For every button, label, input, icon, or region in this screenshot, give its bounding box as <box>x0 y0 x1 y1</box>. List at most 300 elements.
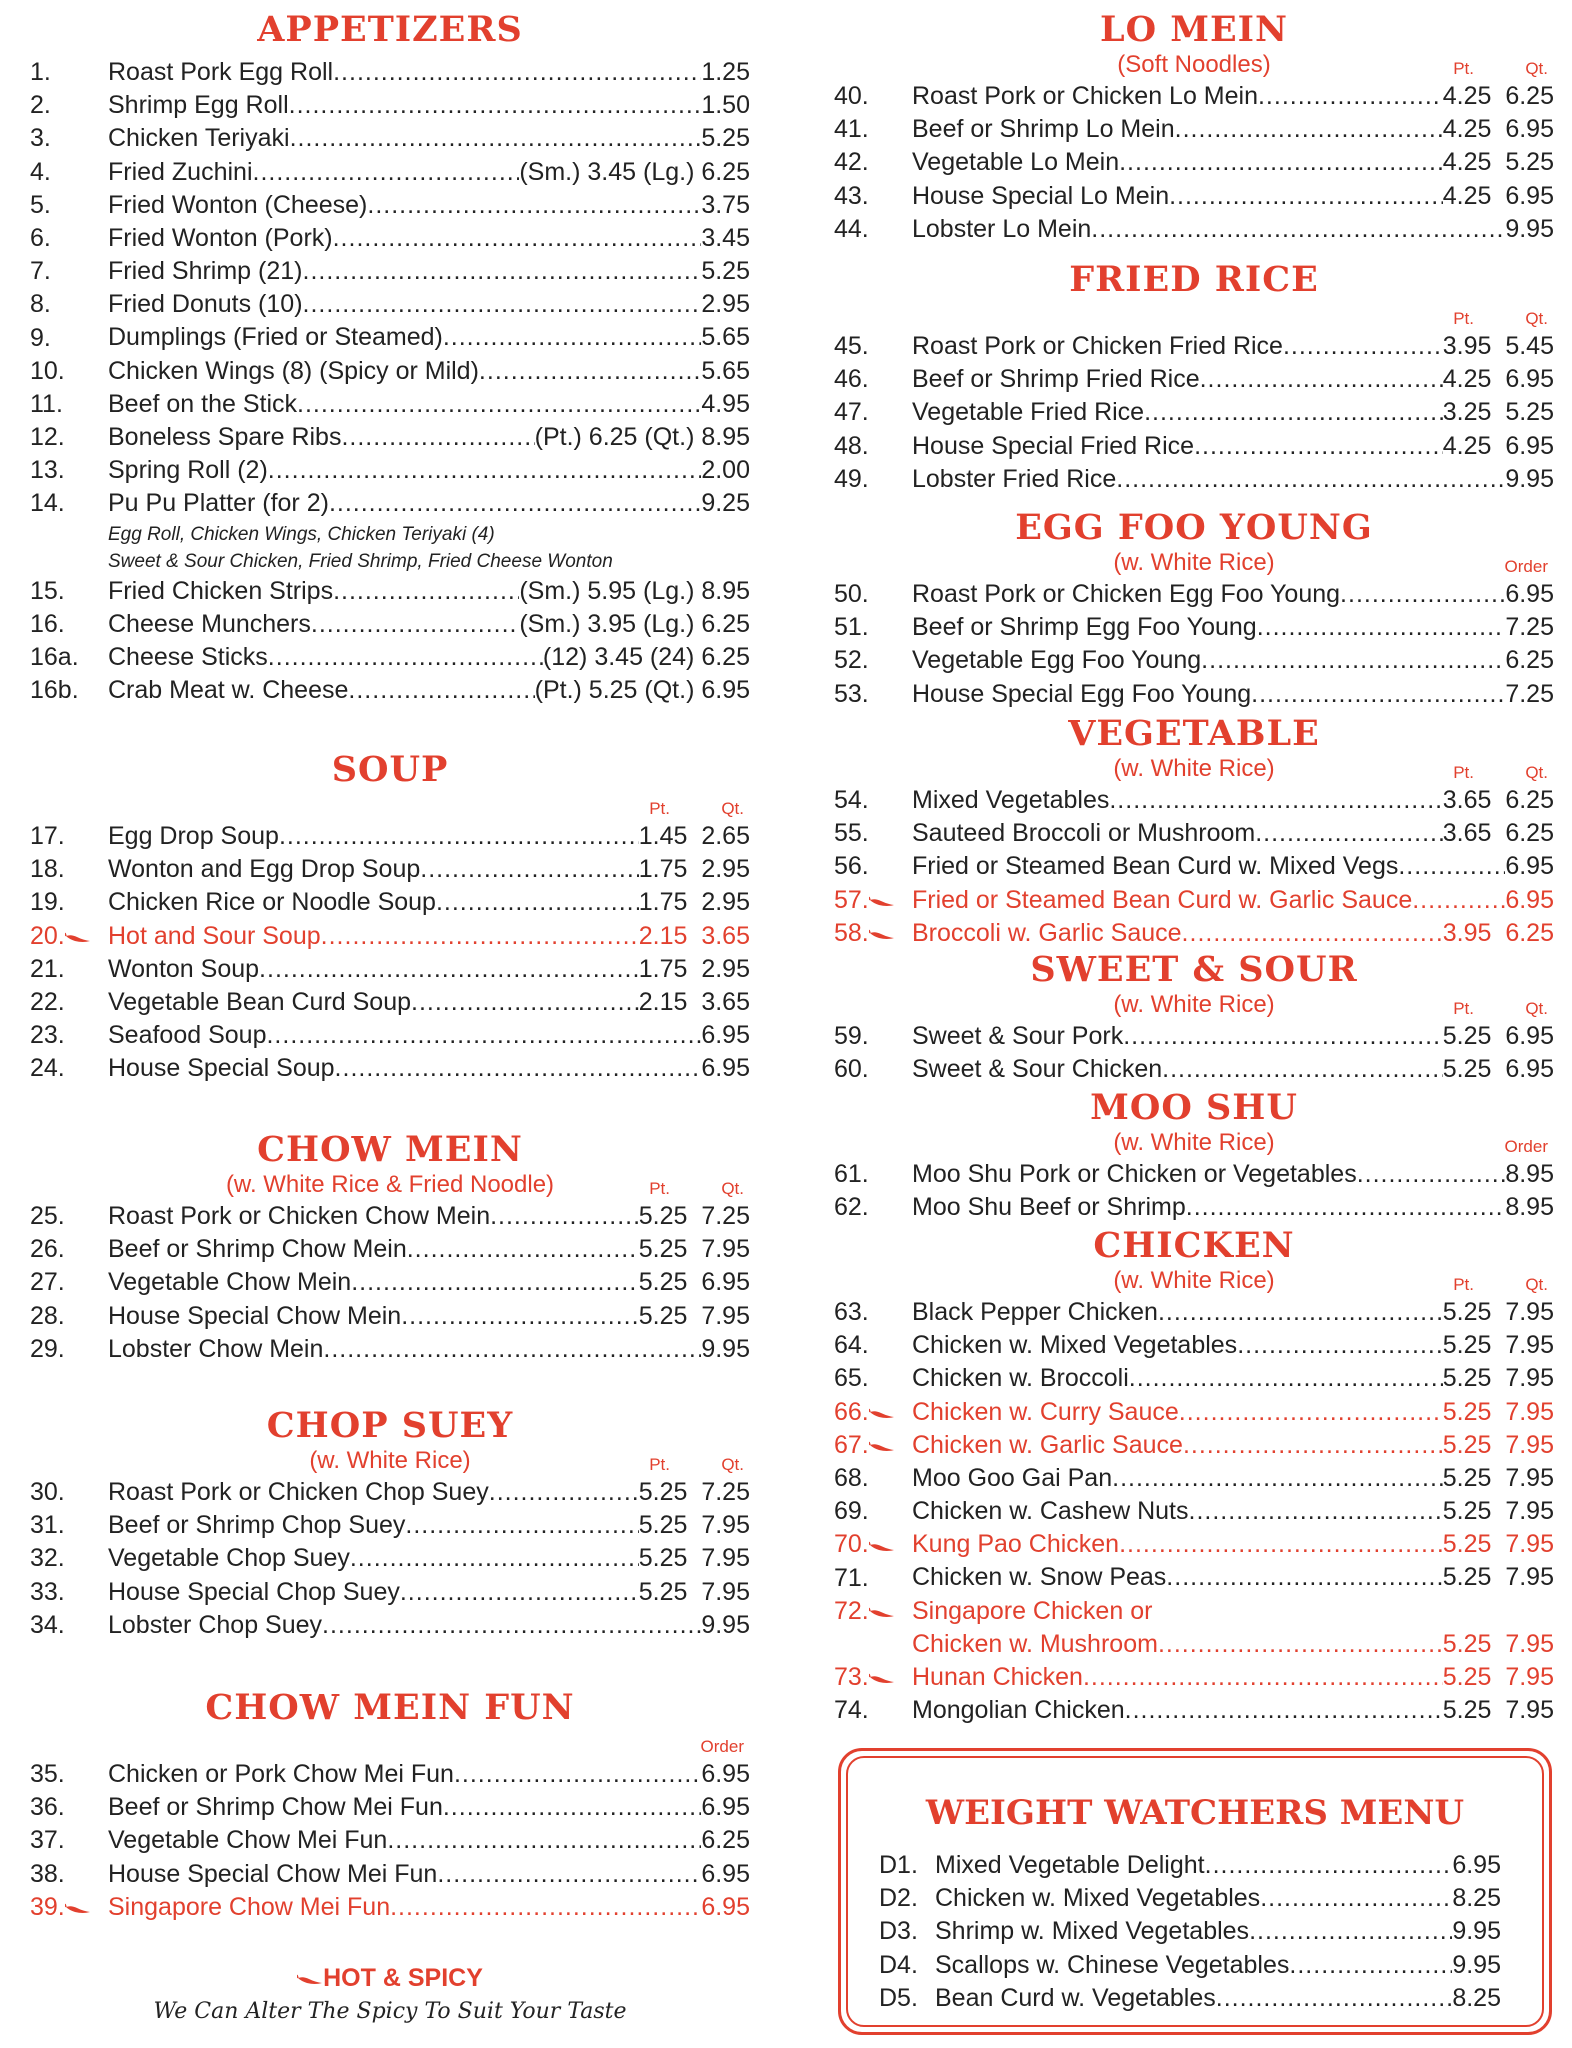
item-number-text: 71. <box>834 1563 869 1592</box>
menu-item <box>30 487 750 520</box>
item-name: Egg Drop Soup <box>108 821 279 850</box>
item-name: Chicken Wings (8) (Spicy or Mild) <box>108 356 479 385</box>
dot-leader <box>1398 850 1505 883</box>
item-number-text: 50. <box>834 580 869 608</box>
section-chop-suey <box>30 1405 750 1642</box>
item-price: 6.95 <box>701 1859 750 1888</box>
column-header-pt: Pt. <box>1453 1275 1474 1294</box>
item-name: Roast Pork or Chicken Chop Suey <box>108 1477 489 1506</box>
dot-leader <box>1237 1329 1443 1362</box>
item-line <box>108 1200 750 1233</box>
menu-item <box>30 853 750 886</box>
column-header-pt: Pt. <box>649 799 670 818</box>
item-name: Vegetable Chow Mein <box>108 1268 352 1297</box>
dot-leader <box>303 255 702 288</box>
item-number-text: 22. <box>30 987 65 1016</box>
item-number <box>834 430 904 463</box>
item-number-text: 47. <box>834 398 869 427</box>
menu-item <box>834 850 1554 883</box>
item-price: (Sm.) 5.95 (Lg.) 8.95 <box>519 576 750 605</box>
item-name: Spring Roll (2) <box>108 456 268 485</box>
item-line <box>912 1595 1554 1628</box>
menu-item <box>834 80 1554 113</box>
item-price: 2.15 3.65 <box>638 987 750 1016</box>
item-number-text: 38. <box>30 1859 65 1888</box>
item-price: 9.95 <box>1452 1917 1501 1946</box>
item-name: Vegetable Chop Suey <box>108 1544 350 1573</box>
item-line <box>108 820 750 853</box>
menu-item <box>834 1628 1554 1661</box>
item-price: 5.25 7.95 <box>638 1544 750 1573</box>
item-name: Beef on the Stick <box>108 389 298 418</box>
item-number <box>834 396 904 429</box>
item-number <box>30 853 100 886</box>
item-price: 6.95 <box>701 1793 750 1822</box>
menu-item <box>30 608 750 641</box>
item-name: Sweet & Sour Pork <box>912 1021 1124 1050</box>
item-line <box>108 1333 750 1366</box>
item-number-text: 17. <box>30 822 65 850</box>
item-number <box>30 1476 100 1509</box>
item-number-text: 13. <box>30 456 65 485</box>
column-header-qt: Qt. <box>721 1455 744 1474</box>
menu-item <box>834 817 1554 850</box>
dot-leader <box>1175 113 1443 146</box>
section-title: SWEET & SOUR <box>1030 949 1358 990</box>
item-number <box>30 1266 100 1299</box>
menu-item <box>30 421 750 454</box>
item-price: 7.25 <box>1505 679 1554 708</box>
item-price: 3.65 6.25 <box>1442 785 1554 814</box>
menu-item <box>834 1528 1554 1561</box>
item-number <box>30 322 100 355</box>
item-line <box>108 1824 750 1857</box>
dot-leader <box>1216 1982 1453 2015</box>
item-number-text: 6. <box>30 223 51 252</box>
menu-item <box>834 1053 1554 1086</box>
item-name: Roast Pork Egg Roll <box>108 57 334 86</box>
item-number-text: 40. <box>834 82 869 110</box>
item-name: Kung Pao Chicken <box>912 1530 1120 1559</box>
menu-item <box>30 454 750 487</box>
item-line <box>108 156 750 189</box>
item-line <box>912 80 1554 113</box>
dot-leader <box>411 986 639 1019</box>
item-line <box>935 1982 1501 2015</box>
item-number <box>834 113 904 146</box>
item-price: 4.25 6.95 <box>1442 365 1554 394</box>
item-name: House Special Lo Mein <box>912 181 1170 210</box>
item-line <box>108 953 750 986</box>
item-price: 9.95 <box>1505 214 1554 243</box>
item-number-text: 3. <box>30 124 51 153</box>
item-number <box>834 1462 904 1495</box>
item-name: Roast Pork or Chicken Egg Foo Young <box>912 579 1341 608</box>
item-number-text: 45. <box>834 332 869 360</box>
item-name: Moo Goo Gai Pan <box>912 1463 1113 1492</box>
item-price: 5.25 6.95 <box>1442 1055 1554 1084</box>
item-line <box>108 189 750 222</box>
item-name: Fried Donuts (10) <box>108 290 303 319</box>
dot-leader <box>479 355 701 388</box>
item-number <box>30 89 100 122</box>
item-number-text: D2. <box>879 1884 918 1913</box>
item-line <box>912 396 1554 429</box>
item-name: Boneless Spare Ribs <box>108 423 342 452</box>
dot-leader <box>1194 430 1443 463</box>
item-price: 5.25 7.95 <box>1442 1397 1554 1426</box>
item-number <box>30 122 100 155</box>
item-line <box>935 1949 1501 1982</box>
hot-pepper-icon <box>65 1902 91 1914</box>
column-header-pt: Pt. <box>1453 309 1474 328</box>
item-line <box>108 255 750 288</box>
item-name: Sweet & Sour Chicken <box>912 1055 1163 1084</box>
item-price: 2.95 <box>701 290 750 319</box>
weight-watchers-box <box>838 1748 1552 2035</box>
column-header-pt: Pt. <box>1453 763 1474 782</box>
section-vegetable <box>834 713 1554 950</box>
item-price: 8.95 <box>1505 1159 1554 1188</box>
dot-leader <box>290 122 702 155</box>
menu-item <box>834 1296 1554 1329</box>
dot-leader <box>259 953 639 986</box>
hot-pepper-icon <box>869 1407 895 1419</box>
item-number <box>879 1982 939 2015</box>
weight-watchers-item <box>879 1949 1501 1982</box>
menu-item <box>834 611 1554 644</box>
item-name: Shrimp w. Mixed Vegetables <box>935 1917 1250 1946</box>
column-header-pt: Pt. <box>649 1455 670 1474</box>
item-name: House Special Chow Mein <box>108 1301 402 1330</box>
item-price: 2.00 <box>701 456 750 485</box>
item-number <box>834 917 904 950</box>
menu-item <box>834 644 1554 677</box>
column-header-pt: Pt. <box>1453 59 1474 78</box>
item-name: Chicken Teriyaki <box>108 124 290 153</box>
item-name: Beef or Shrimp Chow Mein <box>108 1235 407 1264</box>
item-line <box>108 322 750 355</box>
section-title: LO MEIN <box>1099 9 1289 50</box>
item-line <box>912 1562 1554 1595</box>
menu-item <box>30 1858 750 1891</box>
column-header-qt: Qt. <box>721 1179 744 1198</box>
item-number-text: 49. <box>834 464 869 493</box>
item-line <box>912 1429 1554 1462</box>
menu-item <box>30 986 750 1019</box>
hot-pepper-icon <box>869 1440 895 1452</box>
item-number-text: 63. <box>834 1298 869 1326</box>
dot-leader <box>405 1509 638 1542</box>
dot-leader <box>1201 644 1505 677</box>
item-number <box>834 1191 904 1224</box>
item-line <box>912 363 1554 396</box>
item-line <box>108 1609 750 1642</box>
item-number-text: 26. <box>30 1235 65 1264</box>
item-number <box>30 674 100 707</box>
dot-leader <box>1144 396 1443 429</box>
dot-leader <box>420 853 639 886</box>
menu-item <box>30 886 750 919</box>
dot-leader <box>333 222 702 255</box>
item-number <box>30 1052 100 1085</box>
item-number <box>879 1949 939 1982</box>
menu-item <box>30 575 750 608</box>
dot-leader <box>367 189 701 222</box>
item-name: Vegetable Lo Mein <box>912 148 1120 177</box>
item-number <box>30 1019 100 1052</box>
item-line <box>108 1509 750 1542</box>
item-number-text: 11. <box>30 389 63 418</box>
dot-leader <box>266 1019 701 1052</box>
item-number <box>30 156 100 189</box>
section-subheader <box>834 548 1554 578</box>
item-line <box>108 388 750 421</box>
item-price: 5.25 7.95 <box>1442 1629 1554 1658</box>
item-line <box>108 1891 750 1924</box>
item-line <box>912 180 1554 213</box>
item-number-text: 72. <box>834 1596 869 1625</box>
item-price: 2.15 3.65 <box>638 921 750 950</box>
item-number <box>834 578 904 611</box>
menu-item <box>834 1595 1554 1628</box>
hot-pepper-icon <box>65 931 91 943</box>
menu-item <box>30 1200 750 1233</box>
menu-item <box>834 146 1554 179</box>
item-number-text: 64. <box>834 1331 869 1360</box>
section-appetizers <box>30 9 750 707</box>
dot-leader <box>1166 1561 1442 1594</box>
item-number-text: 16b. <box>30 676 79 705</box>
item-price: 8.95 <box>1505 1193 1554 1222</box>
dot-leader <box>268 641 543 674</box>
dot-leader <box>1109 784 1442 817</box>
section-lo-mein <box>834 9 1554 246</box>
alter-spicy-note: We Can Alter The Spicy To Suit Your Taste <box>153 1999 627 2024</box>
dot-leader <box>1162 1053 1443 1086</box>
item-price: 5.25 7.95 <box>1442 1696 1554 1725</box>
item-name: Pu Pu Platter (for 2) <box>108 489 329 518</box>
menu-item <box>30 1052 750 1085</box>
item-line <box>912 1495 1554 1528</box>
dot-leader <box>303 288 702 321</box>
item-line <box>912 1296 1554 1329</box>
item-number <box>30 820 100 853</box>
dot-leader <box>350 1542 639 1575</box>
item-price: 1.75 2.95 <box>638 855 750 884</box>
weight-watchers-item <box>879 1849 1501 1882</box>
dot-leader <box>1189 1495 1443 1528</box>
column-header-qt: Qt. <box>1525 763 1548 782</box>
menu-item <box>30 1576 750 1609</box>
item-line <box>912 1661 1554 1694</box>
item-note: Sweet & Sour Chicken, Fried Shrimp, Fried Cheese Wonton <box>108 550 613 572</box>
menu-item <box>30 1300 750 1333</box>
item-number-text: 28. <box>30 1301 65 1330</box>
item-number <box>834 1396 904 1429</box>
item-price: 1.50 <box>701 91 750 120</box>
item-number <box>30 986 100 1019</box>
dot-leader <box>436 886 639 919</box>
item-price: 4.25 6.25 <box>1442 81 1554 110</box>
item-number-text: 60. <box>834 1055 869 1084</box>
item-number-text: 16. <box>30 609 65 638</box>
item-name: Lobster Fried Rice <box>912 464 1117 493</box>
section-subtitle: (w. White Rice) <box>1113 1267 1275 1294</box>
item-number <box>30 1891 100 1924</box>
item-line <box>912 1329 1554 1362</box>
dot-leader <box>1260 1882 1452 1915</box>
menu-item <box>30 222 750 255</box>
item-number <box>834 1562 904 1595</box>
section-subheader <box>30 790 750 820</box>
dot-leader <box>1158 1296 1443 1329</box>
item-number-text: 9. <box>30 323 51 352</box>
item-number <box>30 1333 100 1366</box>
item-name: Roast Pork or Chicken Fried Rice <box>912 331 1283 360</box>
item-line <box>912 1462 1554 1495</box>
dot-leader <box>1249 1915 1452 1948</box>
item-price: 5.25 7.95 <box>638 1235 750 1264</box>
item-number <box>834 1362 904 1395</box>
item-name: Fried Shrimp (21) <box>108 257 303 286</box>
dot-leader <box>289 89 702 122</box>
menu-item <box>30 1791 750 1824</box>
section-title: EGG FOO YOUNG <box>1015 507 1373 548</box>
item-number-text: 74. <box>834 1696 869 1725</box>
item-number <box>834 884 904 917</box>
dot-leader <box>390 1891 701 1924</box>
item-name: Vegetable Bean Curd Soup <box>108 987 412 1016</box>
item-price: 5.25 6.95 <box>1442 1021 1554 1050</box>
item-number <box>879 1882 939 1915</box>
item-number-text: 4. <box>30 157 51 186</box>
item-number-text: 46. <box>834 365 869 394</box>
item-price: 5.25 7.95 <box>1442 1663 1554 1692</box>
menu-item <box>834 1329 1554 1362</box>
item-price: 1.75 2.95 <box>638 954 750 983</box>
item-price: 3.65 6.25 <box>1442 819 1554 848</box>
menu-item <box>30 1824 750 1857</box>
item-price: (Sm.) 3.95 (Lg.) 6.25 <box>519 609 750 638</box>
item-line <box>912 1158 1554 1191</box>
menu-item <box>834 1158 1554 1191</box>
item-number <box>30 1824 100 1857</box>
menu-item <box>834 396 1554 429</box>
hot-pepper-icon <box>297 1973 323 1985</box>
item-number-text: 15. <box>30 576 65 605</box>
item-number-text: 30. <box>30 1478 65 1506</box>
section-title: FRIED RICE <box>1069 259 1319 300</box>
column-header-pt: Pt. <box>649 1179 670 1198</box>
item-number-text: 41. <box>834 115 869 144</box>
dot-leader <box>490 1200 639 1233</box>
section-moo-shu <box>834 1087 1554 1224</box>
item-number-text: 58. <box>834 918 869 947</box>
section-sweet-sour <box>834 949 1554 1086</box>
item-number-text: 43. <box>834 181 869 210</box>
item-price: 9.95 <box>1505 464 1554 493</box>
item-number-text: 70. <box>834 1530 869 1559</box>
item-name: Lobster Chop Suey <box>108 1610 323 1639</box>
section-chow-mein-fun <box>30 1687 750 1924</box>
section-title: SOUP <box>331 749 449 790</box>
item-name: Black Pepper Chicken <box>912 1297 1158 1326</box>
dot-leader <box>1119 1528 1443 1561</box>
item-line <box>912 1694 1554 1727</box>
item-note: Egg Roll, Chicken Wings, Chicken Teriyaki (4) <box>108 523 495 545</box>
section-subheader <box>834 300 1554 330</box>
dot-leader <box>311 608 519 641</box>
item-number <box>30 56 100 89</box>
dot-leader <box>329 487 701 520</box>
menu-item <box>834 430 1554 463</box>
item-name: Chicken or Pork Chow Mei Fun <box>108 1759 454 1788</box>
menu-item <box>30 56 750 89</box>
item-price: 9.95 <box>1452 1950 1501 1979</box>
item-price: 6.95 <box>1505 852 1554 881</box>
menu-item <box>30 189 750 222</box>
dot-leader <box>335 1052 702 1085</box>
item-number-text: 53. <box>834 679 869 708</box>
item-line <box>108 1791 750 1824</box>
item-name: Vegetable Fried Rice <box>912 398 1145 427</box>
item-line <box>935 1915 1501 1948</box>
item-name: Chicken w. Cashew Nuts <box>912 1497 1189 1526</box>
dot-leader <box>1412 884 1505 917</box>
item-name: Lobster Chow Mein <box>108 1334 324 1363</box>
menu-item <box>834 1694 1554 1727</box>
item-number <box>834 330 904 363</box>
item-number <box>834 146 904 179</box>
hot-spicy-label: HOT & SPICY <box>323 1964 483 1992</box>
item-line <box>912 1191 1554 1224</box>
item-price: 5.25 7.95 <box>638 1511 750 1540</box>
dot-leader <box>401 1300 639 1333</box>
item-price: 3.25 5.25 <box>1442 398 1554 427</box>
item-number-text: 73. <box>834 1663 869 1692</box>
dot-leader <box>1251 678 1505 711</box>
column-header-qt: Order <box>1504 557 1548 576</box>
item-number-text: 23. <box>30 1021 65 1050</box>
item-price: 8.25 <box>1452 1983 1501 2012</box>
dot-leader <box>323 1333 701 1366</box>
section-fried-rice <box>834 259 1554 496</box>
menu-item <box>30 1333 750 1366</box>
item-name: Cheese Munchers <box>108 609 311 638</box>
item-line <box>108 853 750 886</box>
item-number-text: 34. <box>30 1610 65 1639</box>
item-price: 7.25 <box>1505 613 1554 642</box>
item-price: 5.25 7.95 <box>1442 1530 1554 1559</box>
item-line <box>912 784 1554 817</box>
item-price: 6.95 <box>1505 579 1554 608</box>
dot-leader <box>341 421 534 454</box>
item-name: Beef or Shrimp Egg Foo Young <box>912 613 1257 642</box>
item-line <box>912 430 1554 463</box>
menu-item <box>30 641 750 674</box>
menu-item <box>834 113 1554 146</box>
item-line <box>912 1053 1554 1086</box>
item-number-text: 7. <box>30 257 51 286</box>
dot-leader <box>1123 1020 1443 1053</box>
item-name: Fried Chicken Strips <box>108 576 334 605</box>
item-price: (Pt.) 6.25 (Qt.) 8.95 <box>534 423 750 452</box>
dot-leader <box>1125 1694 1443 1727</box>
dot-leader <box>1116 463 1505 496</box>
section-chicken <box>834 1225 1554 1727</box>
item-number-text: 19. <box>30 888 65 917</box>
